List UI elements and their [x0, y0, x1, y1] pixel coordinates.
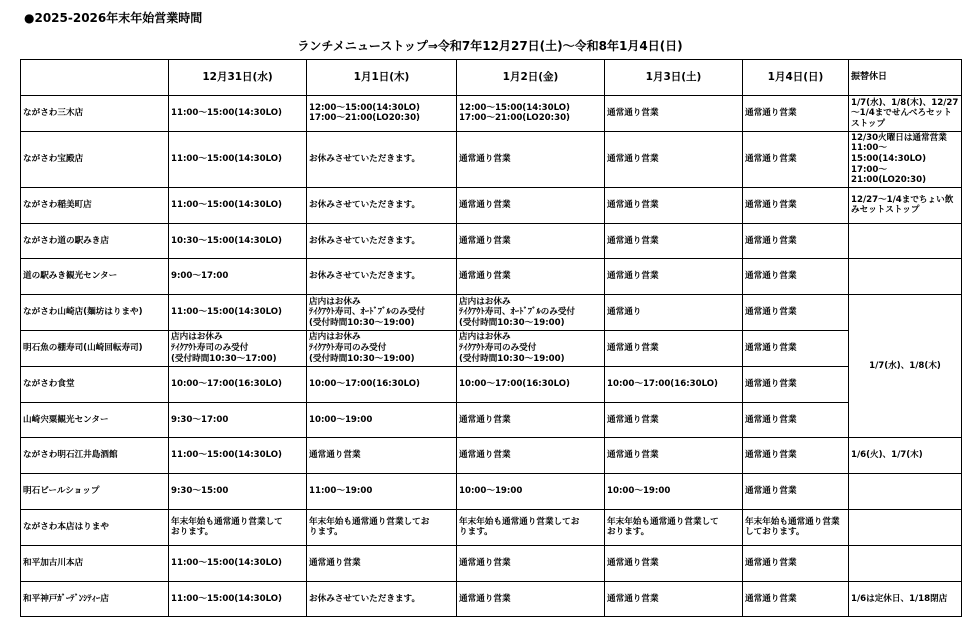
- header-jan1: 1月1日(木): [307, 60, 457, 96]
- table-row: [21, 131, 962, 187]
- holiday-note: 1/7(水)、1/8(木)、12/27～1/4までせんべろセットストップ: [849, 96, 962, 132]
- store-name: 明石ビールショップ: [21, 474, 169, 510]
- hours-cell: 11:00～19:00: [307, 474, 457, 510]
- header-substitute-holiday: 振替休日: [849, 60, 962, 96]
- hours-cell: 通常通り営業: [457, 187, 605, 223]
- hours-cell: 10:00～17:00(16:30LO): [169, 366, 307, 402]
- hours-cell: 11:00～15:00(14:30LO): [169, 438, 307, 474]
- store-name: 明石魚の棚寿司(山崎回転寿司): [21, 330, 169, 366]
- hours-cell: 通常通り営業: [605, 545, 743, 581]
- hours-cell: 通常通り営業: [605, 330, 743, 366]
- hours-cell: 10:00～17:00(16:30LO): [457, 366, 605, 402]
- header-jan4: 1月4日(日): [743, 60, 849, 96]
- store-name: ながさわ稲美町店: [21, 187, 169, 223]
- hours-cell: 通常通り営業: [605, 581, 743, 617]
- holiday-note-empty: [849, 223, 962, 259]
- hours-cell: 通常通り営業: [743, 581, 849, 617]
- holiday-note: 1/6(火)、1/7(木): [849, 438, 962, 474]
- hours-cell: 通常通り営業: [605, 96, 743, 132]
- table-row: [21, 402, 962, 438]
- hours-cell: 通常通り営業: [457, 223, 605, 259]
- hours-cell: 通常通り営業: [743, 366, 849, 402]
- hours-cell: 通常通り営業: [743, 223, 849, 259]
- holiday-hours-table: [20, 59, 962, 617]
- hours-cell: 年末年始も通常通り営業して おります。: [605, 509, 743, 545]
- holiday-note: 12/27～1/4までちょい飲みセットストップ: [849, 187, 962, 223]
- table-row: [21, 474, 962, 510]
- hours-cell: 通常通り営業: [743, 259, 849, 295]
- hours-cell: 通常通り営業: [457, 402, 605, 438]
- store-name: 和平神戸ｶﾞｰﾃﾞﾝｼﾃｨｰ店: [21, 581, 169, 617]
- hours-cell: 店内はお休み ﾃｲｸｱｳﾄ寿司のみ受付 (受付時間10:30～19:00): [307, 330, 457, 366]
- store-name: ながさわ本店はりまや: [21, 509, 169, 545]
- hours-cell: 通常通り営業: [457, 259, 605, 295]
- hours-cell: 11:00～15:00(14:30LO): [169, 131, 307, 187]
- hours-cell: 通常通り営業: [605, 223, 743, 259]
- hours-cell: 11:00～15:00(14:30LO): [169, 581, 307, 617]
- table-row: [21, 223, 962, 259]
- store-name: 道の駅みき観光センター: [21, 259, 169, 295]
- hours-cell: 通常通り営業: [743, 96, 849, 132]
- hours-cell: お休みさせていただきます。: [307, 187, 457, 223]
- hours-cell: 通常通り営業: [605, 438, 743, 474]
- store-name: ながさわ三木店: [21, 96, 169, 132]
- table-row: [21, 545, 962, 581]
- hours-cell: 店内はお休み ﾃｲｸｱｳﾄ寿司、ｵｰﾄﾞﾌﾞﾙのみ受付 (受付時間10:30～19:00): [307, 295, 457, 331]
- header-jan2: 1月2日(金): [457, 60, 605, 96]
- store-name: 和平加古川本店: [21, 545, 169, 581]
- hours-cell: 9:30～17:00: [169, 402, 307, 438]
- table-row: [21, 295, 962, 331]
- store-name: 山崎宍粟観光センター: [21, 402, 169, 438]
- holiday-note: 12/30火曜日は通常営業 11:00～15:00(14:30LO) 17:00～21:00(LO20:30): [849, 131, 962, 187]
- header-jan3: 1月3日(土): [605, 60, 743, 96]
- hours-cell: 通常通り営業: [457, 438, 605, 474]
- hours-cell: 通常通り営業: [743, 402, 849, 438]
- hours-cell: 10:00～19:00: [307, 402, 457, 438]
- hours-cell: 店内はお休み ﾃｲｸｱｳﾄ寿司、ｵｰﾄﾞﾌﾞﾙのみ受付 (受付時間10:30～19:00): [457, 295, 605, 331]
- hours-cell: お休みさせていただきます。: [307, 259, 457, 295]
- hours-cell: 通常通り営業: [743, 438, 849, 474]
- store-name: ながさわ食堂: [21, 366, 169, 402]
- hours-cell: 12:00～15:00(14:30LO) 17:00～21:00(LO20:30): [457, 96, 605, 132]
- hours-cell: 通常通り営業: [457, 131, 605, 187]
- hours-cell: お休みさせていただきます。: [307, 131, 457, 187]
- table-row: [21, 187, 962, 223]
- hours-cell: お休みさせていただきます。: [307, 581, 457, 617]
- table-row: [21, 366, 962, 402]
- store-name: ながさわ道の駅みき店: [21, 223, 169, 259]
- store-name: ながさわ明石江井島酒館: [21, 438, 169, 474]
- hours-cell: 10:30～15:00(14:30LO): [169, 223, 307, 259]
- hours-cell: 通常通り営業: [457, 581, 605, 617]
- table-header-row: [21, 60, 962, 96]
- lunch-stop-notice: ランチメニューストップ⇒令和7年12月27日(土)～令和8年1月4日(日): [297, 39, 683, 53]
- holiday-note-empty: [849, 259, 962, 295]
- holiday-note: 1/6は定休日、1/18閉店: [849, 581, 962, 617]
- hours-cell: 店内はお休み ﾃｲｸｱｳﾄ寿司のみ受付 (受付時間10:30～17:00): [169, 330, 307, 366]
- hours-cell: 通常通り営業: [605, 259, 743, 295]
- hours-cell: 年末年始も通常通り営業してお ります。: [307, 509, 457, 545]
- hours-cell: 11:00～15:00(14:30LO): [169, 545, 307, 581]
- hours-cell: 通常通り営業: [457, 545, 605, 581]
- hours-cell: 年末年始も通常通り営業してお ります。: [457, 509, 605, 545]
- hours-cell: 10:00～17:00(16:30LO): [307, 366, 457, 402]
- hours-cell: 年末年始も通常通り営業して おります。: [169, 509, 307, 545]
- hours-cell: 通常通り営業: [307, 545, 457, 581]
- hours-cell: 通常通り営業: [743, 474, 849, 510]
- hours-cell: 10:00～19:00: [605, 474, 743, 510]
- hours-cell: 9:00～17:00: [169, 259, 307, 295]
- hours-cell: 通常通り営業: [605, 402, 743, 438]
- hours-cell: 年末年始も通常通り営業 しております。: [743, 509, 849, 545]
- holiday-note-group: 1/7(水)、1/8(木): [849, 295, 962, 438]
- table-row: [21, 509, 962, 545]
- hours-cell: 10:00～17:00(16:30LO): [605, 366, 743, 402]
- holiday-note-empty: [849, 509, 962, 545]
- hours-cell: 通常通り営業: [743, 295, 849, 331]
- hours-cell: 店内はお休み ﾃｲｸｱｳﾄ寿司のみ受付 (受付時間10:30～19:00): [457, 330, 605, 366]
- store-name: ながさわ山崎店(麺坊はりまや): [21, 295, 169, 331]
- hours-cell: 通常通り営業: [743, 187, 849, 223]
- header-store: [21, 60, 169, 96]
- holiday-note-empty: [849, 474, 962, 510]
- table-row: [21, 259, 962, 295]
- holiday-note-empty: [849, 545, 962, 581]
- hours-cell: お休みさせていただきます。: [307, 223, 457, 259]
- hours-cell: 通常通り営業: [307, 438, 457, 474]
- hours-cell: 11:00～15:00(14:30LO): [169, 187, 307, 223]
- hours-cell: 通常通り: [605, 295, 743, 331]
- table-row: [21, 330, 962, 366]
- hours-cell: 通常通り営業: [743, 545, 849, 581]
- hours-cell: 通常通り営業: [743, 330, 849, 366]
- table-row: [21, 96, 962, 132]
- page-heading: ●2025-2026年末年始営業時間: [24, 11, 203, 25]
- header-dec31: 12月31日(水): [169, 60, 307, 96]
- table-row: [21, 581, 962, 617]
- hours-cell: 11:00～15:00(14:30LO): [169, 295, 307, 331]
- hours-cell: 通常通り営業: [605, 187, 743, 223]
- store-name: ながさわ宝殿店: [21, 131, 169, 187]
- hours-cell: 12:00～15:00(14:30LO) 17:00～21:00(LO20:30): [307, 96, 457, 132]
- hours-cell: 9:30～15:00: [169, 474, 307, 510]
- table-row: [21, 438, 962, 474]
- hours-cell: 10:00～19:00: [457, 474, 605, 510]
- hours-cell: 11:00～15:00(14:30LO): [169, 96, 307, 132]
- hours-cell: 通常通り営業: [605, 131, 743, 187]
- hours-cell: 通常通り営業: [743, 131, 849, 187]
